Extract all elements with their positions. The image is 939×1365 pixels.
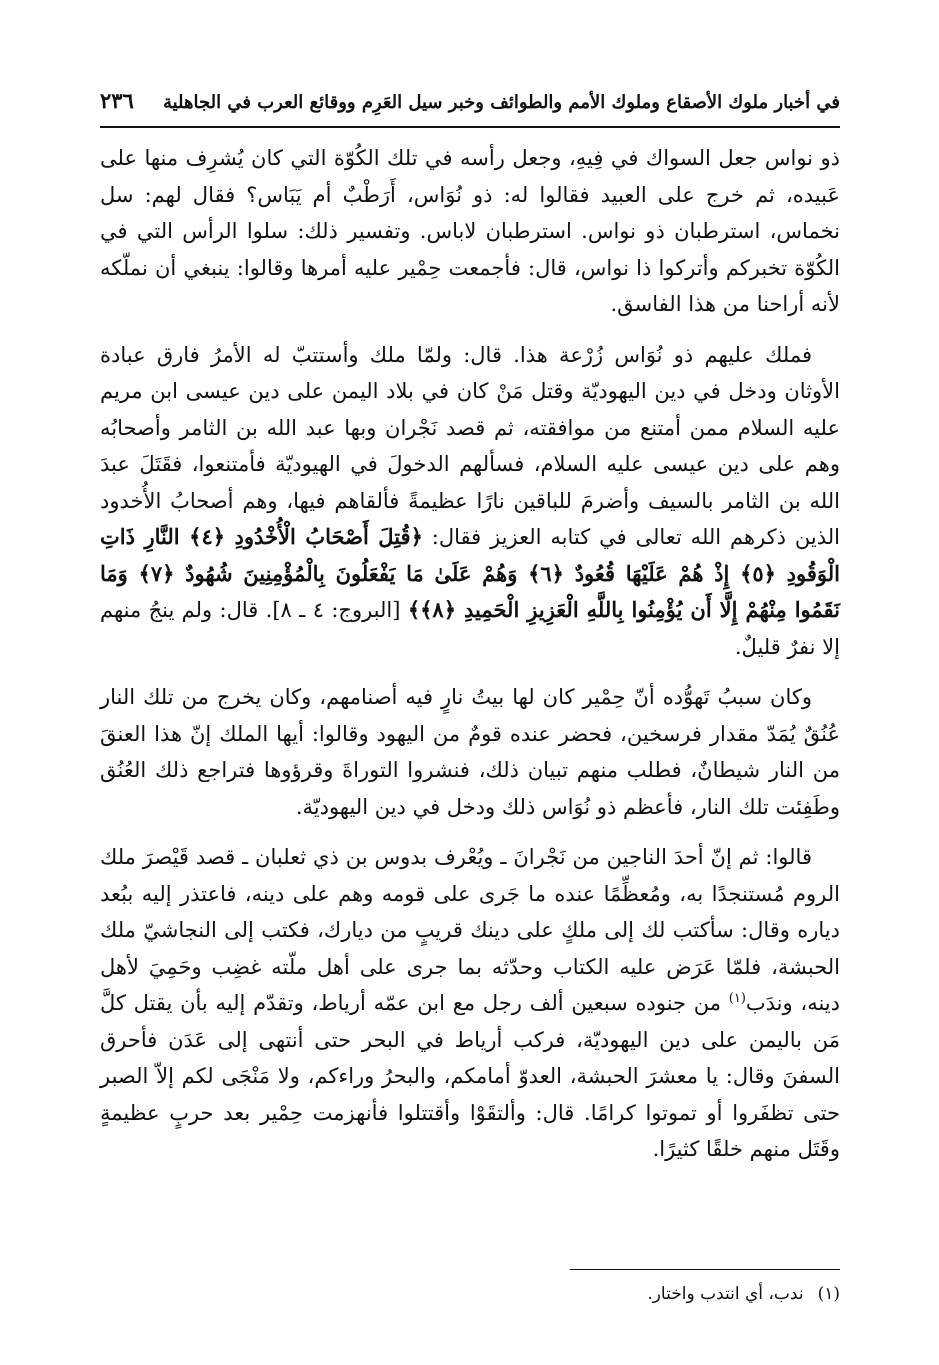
footnote-divider <box>570 1269 840 1270</box>
paragraph-4-text-before: قالوا: ثم إنّ أحدَ الناجين من نَجْرانَ ـ ويُعْرف بدوس بن ذي ثعلبان ـ قصد قَيْصرَ ملك الروم مُستنجدًا به، ومُعظِّمًا عنده ما جَرى على قومه وهم على دينه، فاعتذر إليه ببُعد دياره وقال: سأكتب لك إلى ملكٍ على دينك قريبٍ من ديارك، فكتب إلى النجاشيّ ملك الحبشة، فلمّا عَرَض عليه الكتاب وحدّثه بما جرى على أهل ملّته غضِب وحَمِيَ لأهل دينه، وندَب <box>100 845 840 1015</box>
running-title: في أخبار ملوك الأصقاع وملوك الأمم والطوائف وخبر سيل العَرِم ووقائع العرب في الجاهلية <box>162 92 840 113</box>
footnote-text: ندب، أي انتدب واختار. <box>647 1284 804 1304</box>
paragraph-4-text-after: من جنوده سبعين ألف رجل مع ابن عمّه أرياط، وتقدّم إليه بأن يقتل كلَّ مَن باليمن على دين اليهوديّة، فركب أرياط في البحر حتى أنتهى إلى عَدَن فأحرق السفنَ وقال: يا معشرَ الحبشة، العدوّ أمامكم، والبحرُ وراءكم، ولا مَنْجَى لكم إلاّ الصبر حتى تظفَروا أو تموتوا كرامًا. قال: وألتقَوْا وأقتتلوا فأنهزمت حِمْير بعد حربٍ عظيمةٍ وقَتَل منهم خلقًا كثيرًا. <box>100 991 840 1161</box>
paragraph-2-text-before: فملك عليهم ذو نُوَاس زُرْعة هذا. قال: ولمّا ملك وأستتبّ له الأمرُ فارق عبادة الأوثان ودخل في دين اليهوديّة وقتل مَنْ كان في بلاد اليمن على دين عيسى ابن مريم عليه السلام ممن أمتنع من موافقته، ثم قصد نَجْران وبها عبد الله بن الثامر وأصحابُه وهم على دين عيسى عليه السلام، فسألهم الدخولَ في الهيوديّة فأمتنعوا، فقَتَلَ عبدَ الله بن الثامر بالسيف وأضرمَ للباقين نارًا عظيمةً فألقاهم فيها، وهم أصحابُ الأُخدود الذين ذكرهم الله تعالى في كتابه العزيز فقال: <box>100 342 840 549</box>
paragraph-2-text-after: [البروج: ٤ ـ ٨]. قال: ولم ينجُ منهم إلا نفرٌ قليلٌ. <box>100 598 840 659</box>
page-number: ٢٣٦ <box>100 88 134 113</box>
paragraph-2 <box>100 337 840 666</box>
page-header <box>100 88 840 128</box>
footnote-marker[interactable]: (١) <box>728 991 746 1006</box>
paragraph-4 <box>100 839 840 1168</box>
footnote <box>460 1280 840 1308</box>
document-page <box>100 88 840 1182</box>
body-text <box>100 140 840 1168</box>
paragraph-3: وكان سببُ تَهوُّده أنّ حِمْير كان لها بيتُ نارٍ فيه أصنامهم، وكان يخرج من تلك النار عُنُقٌ يُمَدّ مقدار فرسخين، فحضر عنده قومٌ من اليهود وقالوا: أيها الملك إنّ هذا العنقَ من النار شيطانٌ، فطلب منهم تبيان ذلك، فنشروا التوراةَ وقرؤوها فتراجع ذلك العُنُق وطَفِئت تلك النار، فأعظم ذو نُوَاس ذلك ودخل في دين اليهوديّة. <box>100 685 840 819</box>
quran-verse: ﴿قُتِلَ أَصْحَابُ الْأُخْدُودِ ﴿٤﴾ النَّارِ ذَاتِ الْوَقُودِ ﴿٥﴾ إِذْ هُمْ عَلَيْهَا قُعُودٌ ﴿٦﴾ وَهُمْ عَلَىٰ مَا يَفْعَلُونَ بِالْمُؤْمِنِينَ شُهُودٌ ﴿٧﴾ وَمَا نَقَمُوا مِنْهُمْ إِلَّا أَن يُؤْمِنُوا بِاللَّهِ الْعَزِيزِ الْحَمِيدِ ﴿٨﴾﴾ <box>100 524 840 622</box>
paragraph-1: ذو نواس جعل السواك في فِيهِ، وجعل رأسه في تلك الكُوّة التي كان يُشرِف منها على عَبيده، ثم خرج على العبيد فقالوا له: ذو نُوَاس، أَرَطْبٌ أم يَبَاس؟ فقال لهم: سل نخماس، استرطبان ذو نواس. استرطبان لاباس. وتفسير ذلك: سلوا الرأس التي في الكُوّة تخبركم وأتركوا ذا نواس، قال: فأجمعت حِمْير عليه أمرها وقالوا: ينبغي أن نملّكه لأنه أراحنا من هذا الفاسق. <box>100 146 840 316</box>
footnote-number: (١) <box>817 1284 840 1304</box>
